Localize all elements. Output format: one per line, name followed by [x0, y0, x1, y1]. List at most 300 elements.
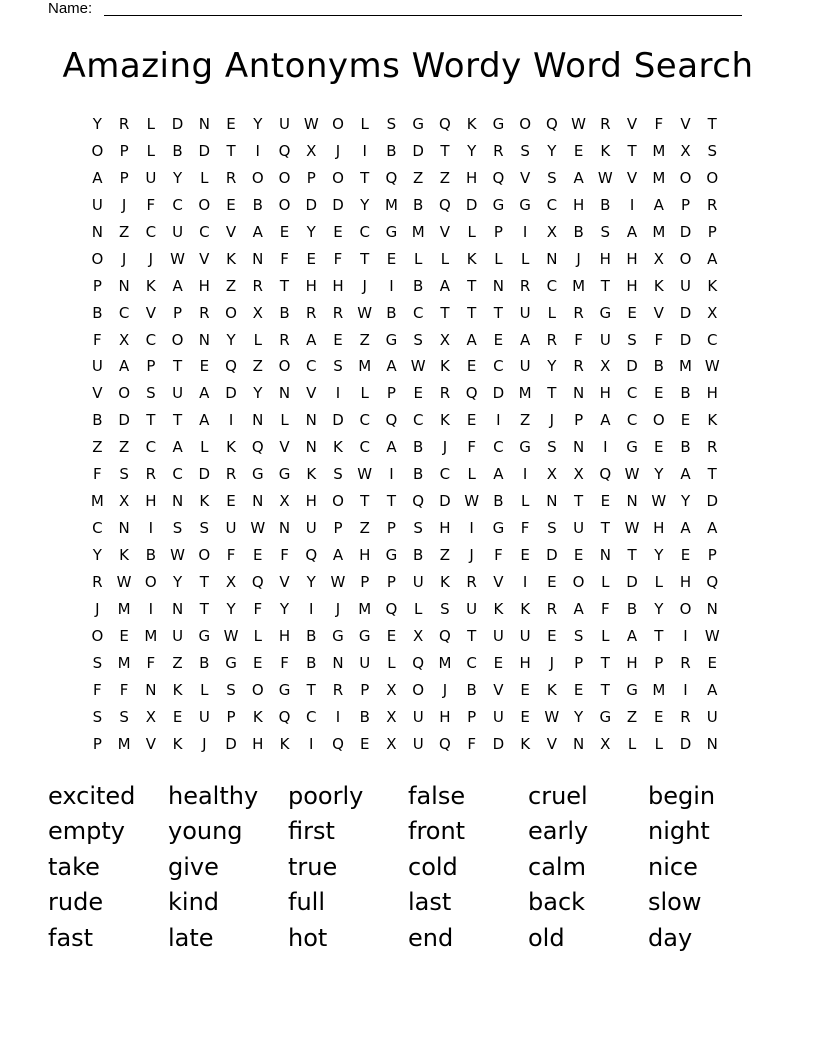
grid-letter: V: [145, 303, 156, 322]
grid-letter: A: [466, 330, 477, 349]
grid-letter: D: [198, 465, 211, 484]
grid-letter: N: [305, 411, 317, 430]
grid-letter: U: [225, 519, 237, 538]
grid-letter: I: [469, 519, 474, 538]
word-list: [48, 780, 768, 957]
grid-letter: O: [91, 626, 104, 645]
grid-letter: D: [332, 411, 344, 430]
grid-letter: B: [279, 303, 290, 322]
grid-letter: Q: [412, 653, 425, 672]
grid-letter: G: [198, 626, 211, 645]
grid-letter: R: [92, 572, 103, 591]
grid-letter: P: [306, 168, 316, 187]
grid-letter: X: [386, 680, 397, 699]
grid-letter: A: [600, 411, 611, 430]
grid-letter: Z: [172, 653, 183, 672]
word-list-item: fast: [48, 923, 94, 952]
grid-letter: G: [278, 680, 291, 699]
grid-letter: M: [652, 680, 666, 699]
grid-letter: P: [574, 411, 584, 430]
grid-letter: G: [412, 115, 424, 133]
grid-letter: V: [145, 734, 156, 753]
grid-letter: K: [466, 115, 477, 133]
grid-letter: K: [493, 599, 504, 618]
grid-letter: E: [386, 249, 397, 268]
grid-letter: P: [386, 384, 396, 403]
grid-letter: O: [332, 168, 344, 187]
grid-letter: V: [493, 680, 504, 699]
grid-letter: K: [546, 680, 557, 699]
grid-letter: I: [629, 195, 635, 214]
grid-letter: T: [547, 384, 557, 403]
grid-letter: O: [198, 546, 211, 564]
grid-letter: L: [360, 384, 369, 403]
word-list-item: day: [648, 923, 693, 952]
grid-letter: E: [493, 330, 504, 349]
grid-letter: C: [412, 303, 424, 322]
grid-letter: Q: [225, 357, 237, 376]
grid-letter: E: [226, 492, 236, 511]
grid-letter: B: [466, 680, 477, 699]
grid-letter: J: [335, 599, 341, 618]
grid-letter: Z: [359, 330, 370, 349]
grid-letter: Q: [332, 734, 344, 753]
grid-letter: W: [464, 492, 480, 511]
grid-letter: T: [654, 626, 664, 645]
grid-letter: H: [599, 384, 611, 403]
grid-letter: E: [627, 303, 637, 322]
grid-letter: Z: [626, 707, 638, 726]
grid-letter: Z: [359, 519, 370, 538]
grid-letter: K: [279, 734, 290, 753]
grid-letter: Q: [385, 411, 398, 430]
grid-letter: C: [546, 276, 558, 295]
grid-letter: Q: [545, 115, 558, 133]
grid-letter: X: [653, 249, 664, 268]
grid-letter: B: [413, 546, 424, 564]
grid-letter: P: [467, 707, 477, 726]
grid-letter: K: [145, 276, 156, 295]
grid-letter: V: [546, 734, 557, 753]
name-line: [104, 15, 742, 16]
grid-letter: C: [466, 653, 477, 672]
grid-letter: D: [332, 195, 344, 214]
grid-letter: K: [226, 249, 236, 268]
grid-letter: S: [573, 626, 584, 645]
grid-letter: Y: [226, 330, 236, 349]
grid-letter: U: [279, 115, 290, 133]
grid-letter: N: [572, 384, 585, 403]
grid-letter: S: [547, 519, 557, 538]
grid-letter: I: [522, 572, 528, 591]
grid-letter: I: [335, 384, 341, 403]
grid-letter: P: [386, 572, 396, 591]
grid-letter: W: [624, 465, 640, 484]
grid-letter: G: [225, 653, 237, 672]
grid-letter: C: [546, 195, 558, 214]
grid-letter: U: [519, 303, 531, 322]
grid-letter: T: [360, 492, 370, 511]
grid-letter: S: [440, 599, 450, 618]
grid-letter: A: [172, 276, 183, 295]
grid-letter: H: [466, 168, 478, 187]
grid-letter: W: [116, 572, 132, 591]
grid-letter: E: [654, 384, 664, 403]
word-list-item: give: [168, 852, 219, 881]
grid-letter: R: [680, 707, 691, 726]
grid-letter: P: [146, 357, 156, 376]
grid-letter: U: [145, 168, 157, 187]
grid-letter: N: [332, 653, 344, 672]
grid-letter: J: [202, 734, 207, 753]
grid-letter: U: [519, 357, 531, 376]
grid-letter: Q: [439, 115, 451, 133]
grid-letter: X: [279, 492, 290, 511]
grid-letter: B: [600, 195, 611, 214]
grid-letter: Q: [706, 572, 719, 591]
grid-letter: L: [146, 141, 156, 160]
grid-letter: O: [251, 168, 264, 187]
grid-letter: A: [519, 330, 531, 349]
grid-letter: P: [119, 168, 129, 187]
grid-letter: V: [225, 222, 237, 241]
grid-letter: O: [332, 492, 344, 511]
grid-letter: E: [573, 546, 584, 564]
grid-letter: C: [145, 222, 157, 241]
grid-letter: D: [679, 303, 692, 322]
grid-letter: Q: [305, 546, 318, 564]
word-list-item: hot: [288, 923, 328, 952]
grid-letter: R: [466, 572, 477, 591]
grid-letter: D: [626, 357, 638, 376]
grid-letter: Y: [680, 492, 691, 511]
grid-letter: R: [439, 384, 451, 403]
grid-letter: E: [119, 626, 129, 645]
grid-letter: D: [118, 411, 130, 430]
grid-letter: T: [600, 519, 610, 538]
grid-letter: F: [93, 465, 102, 484]
grid-letter: E: [279, 222, 290, 241]
grid-letter: O: [519, 115, 532, 133]
grid-letter: V: [279, 438, 290, 457]
grid-letter: S: [172, 519, 183, 538]
grid-letter: H: [252, 734, 264, 753]
grid-letter: H: [572, 195, 585, 214]
grid-letter: T: [600, 680, 610, 699]
grid-letter: R: [332, 680, 344, 699]
grid-letter: R: [199, 303, 210, 322]
grid-letter: U: [172, 222, 184, 241]
grid-letter: G: [492, 115, 505, 133]
grid-letter: A: [653, 195, 664, 214]
grid-letter: N: [572, 734, 585, 753]
grid-letter: I: [522, 222, 528, 241]
grid-letter: M: [652, 222, 666, 241]
grid-letter: F: [654, 115, 664, 133]
grid-letter: D: [706, 492, 719, 511]
word-list-item: full: [288, 888, 325, 917]
grid-letter: T: [360, 168, 370, 187]
grid-letter: N: [91, 222, 103, 241]
grid-letter: X: [118, 330, 130, 349]
word-list-item: excited: [48, 782, 136, 810]
word-list-item: kind: [168, 888, 220, 917]
grid-letter: I: [309, 599, 314, 618]
grid-letter: P: [360, 572, 370, 591]
grid-letter: Y: [92, 115, 102, 133]
grid-letter: X: [707, 303, 718, 322]
grid-letter: Z: [439, 546, 451, 564]
grid-letter: Q: [439, 195, 451, 214]
grid-letter: C: [707, 330, 718, 349]
grid-letter: B: [386, 141, 397, 160]
grid-letter: N: [198, 115, 210, 133]
grid-letter: K: [333, 438, 343, 457]
grid-letter: J: [95, 599, 100, 618]
grid-letter: C: [626, 411, 638, 430]
grid-letter: E: [493, 653, 504, 672]
grid-letter: Y: [467, 141, 477, 160]
grid-letter: U: [706, 707, 718, 726]
grid-letter: U: [599, 330, 611, 349]
grid-letter: H: [332, 276, 344, 295]
grid-letter: G: [385, 222, 398, 241]
grid-letter: I: [148, 519, 154, 538]
grid-letter: L: [520, 249, 530, 268]
grid-letter: V: [439, 222, 451, 241]
grid-letter: C: [359, 222, 370, 241]
grid-letter: L: [360, 115, 369, 133]
grid-letter: P: [386, 519, 396, 538]
grid-letter: H: [198, 276, 210, 295]
grid-letter: P: [173, 303, 183, 322]
word-list-item: begin: [648, 782, 716, 810]
grid-letter: F: [280, 249, 289, 268]
grid-letter: S: [413, 519, 423, 538]
grid-letter: R: [332, 303, 344, 322]
grid-letter: X: [386, 707, 397, 726]
grid-letter: C: [493, 438, 504, 457]
grid-letter: Y: [654, 546, 664, 564]
grid-letter: X: [386, 734, 397, 753]
grid-letter: B: [199, 653, 210, 672]
grid-letter: T: [172, 357, 183, 376]
grid-letter: R: [546, 599, 558, 618]
grid-letter: O: [91, 141, 104, 160]
grid-letter: R: [573, 303, 584, 322]
grid-letter: P: [119, 141, 129, 160]
grid-letter: O: [679, 249, 692, 268]
grid-letter: U: [198, 707, 210, 726]
grid-letter: L: [414, 249, 423, 268]
grid-letter: D: [546, 546, 558, 564]
grid-letter: D: [171, 115, 184, 133]
grid-letter: G: [332, 626, 344, 645]
grid-letter: O: [278, 357, 291, 376]
grid-letter: T: [600, 653, 610, 672]
grid-letter: W: [651, 492, 667, 511]
grid-letter: N: [626, 492, 638, 511]
grid-letter: X: [306, 141, 317, 160]
grid-letter: C: [92, 519, 103, 538]
grid-letter: E: [199, 357, 210, 376]
grid-letter: N: [118, 276, 130, 295]
grid-letter: P: [707, 222, 717, 241]
word-list-item: take: [48, 852, 100, 881]
grid-letter: O: [572, 572, 585, 591]
grid-letter: P: [493, 222, 503, 241]
grid-letter: M: [679, 357, 692, 376]
grid-letter: H: [305, 276, 317, 295]
grid-letter: M: [652, 141, 666, 160]
grid-letter: N: [706, 599, 718, 618]
grid-letter: B: [413, 438, 424, 457]
grid-letter: R: [145, 465, 157, 484]
grid-letter: E: [520, 546, 530, 564]
grid-letter: O: [118, 384, 130, 403]
grid-letter: N: [278, 384, 291, 403]
grid-letter: K: [439, 572, 450, 591]
grid-letter: M: [384, 195, 398, 214]
grid-letter: V: [92, 384, 103, 403]
grid-letter: F: [146, 195, 156, 214]
grid-letter: U: [466, 599, 478, 618]
grid-letter: A: [199, 411, 210, 430]
grid-letter: N: [546, 249, 558, 268]
grid-letter: S: [226, 680, 236, 699]
grid-letter: H: [599, 249, 611, 268]
grid-letter: A: [680, 465, 691, 484]
grid-letter: B: [145, 546, 156, 564]
grid-letter: B: [306, 626, 317, 645]
word-list-item: late: [168, 923, 214, 952]
grid-letter: K: [520, 599, 531, 618]
grid-letter: T: [493, 303, 503, 322]
grid-letter: F: [146, 653, 156, 672]
letter-grid: [84, 114, 726, 761]
grid-letter: A: [626, 626, 638, 645]
grid-letter: E: [680, 411, 691, 430]
grid-letter: T: [707, 465, 717, 484]
grid-letter: D: [626, 572, 638, 591]
grid-letter: S: [199, 519, 210, 538]
grid-letter: G: [492, 519, 505, 538]
grid-letter: G: [492, 195, 505, 214]
grid-letter: H: [626, 276, 638, 295]
grid-letter: I: [228, 411, 234, 430]
grid-letter: Q: [278, 707, 291, 726]
grid-letter: E: [386, 626, 397, 645]
word-list-item: calm: [528, 852, 586, 881]
grid-letter: E: [466, 411, 477, 430]
grid-letter: I: [335, 707, 341, 726]
grid-letter: I: [362, 141, 367, 160]
grid-letter: P: [360, 680, 370, 699]
grid-letter: F: [520, 519, 530, 538]
grid-letter: N: [118, 519, 130, 538]
grid-letter: Y: [306, 222, 316, 241]
grid-letter: X: [413, 626, 424, 645]
grid-letter: N: [171, 599, 184, 618]
grid-letter: W: [357, 465, 373, 484]
grid-letter: G: [599, 303, 612, 322]
grid-letter: K: [119, 546, 130, 564]
grid-letter: N: [145, 680, 157, 699]
grid-letter: N: [599, 546, 611, 564]
grid-letter: E: [520, 680, 530, 699]
grid-letter: F: [467, 438, 476, 457]
grid-letter: B: [413, 465, 424, 484]
grid-letter: Z: [118, 438, 130, 457]
grid-letter: R: [118, 115, 130, 133]
grid-letter: P: [681, 195, 691, 214]
grid-letter: I: [309, 734, 314, 753]
grid-letter: A: [707, 249, 718, 268]
grid-letter: Y: [226, 599, 236, 618]
grid-letter: T: [360, 249, 370, 268]
grid-letter: C: [306, 707, 317, 726]
grid-letter: R: [600, 115, 611, 133]
grid-letter: K: [439, 357, 450, 376]
grid-letter: K: [226, 438, 236, 457]
grid-letter: Y: [547, 357, 557, 376]
grid-letter: J: [442, 438, 448, 457]
grid-letter: L: [601, 572, 610, 591]
name-field: [48, 0, 748, 18]
grid-letter: Y: [253, 384, 263, 403]
grid-letter: S: [627, 330, 637, 349]
grid-letter: S: [92, 653, 103, 672]
grid-letter: T: [627, 546, 637, 564]
grid-letter: S: [413, 330, 423, 349]
grid-letter: G: [626, 680, 638, 699]
grid-letter: F: [93, 680, 102, 699]
grid-letter: K: [252, 707, 263, 726]
grid-letter: G: [519, 195, 531, 214]
word-list-item: last: [408, 888, 452, 917]
grid-letter: G: [385, 330, 398, 349]
grid-letter: N: [198, 330, 210, 349]
grid-letter: H: [278, 626, 291, 645]
grid-letter: M: [518, 384, 532, 403]
grid-letter: P: [226, 707, 236, 726]
grid-letter: U: [305, 519, 317, 538]
grid-letter: E: [333, 222, 343, 241]
grid-letter: I: [389, 465, 394, 484]
grid-letter: E: [654, 438, 664, 457]
grid-letter: O: [332, 115, 344, 133]
name-label: Name:: [48, 0, 93, 17]
grid-letter: M: [90, 492, 104, 511]
grid-letter: K: [172, 734, 183, 753]
grid-letter: O: [679, 168, 692, 187]
grid-letter: B: [306, 653, 317, 672]
grid-letter: F: [601, 599, 610, 618]
grid-letter: T: [226, 141, 236, 160]
grid-letter: Q: [278, 141, 291, 160]
word-list-item: early: [528, 817, 589, 846]
grid-letter: C: [493, 357, 504, 376]
grid-letter: U: [412, 572, 424, 591]
grid-letter: Z: [519, 411, 531, 430]
grid-letter: S: [333, 465, 343, 484]
grid-letter: Q: [439, 626, 451, 645]
grid-letter: F: [333, 249, 343, 268]
grid-letter: W: [597, 168, 613, 187]
grid-letter: C: [199, 222, 210, 241]
grid-letter: F: [574, 330, 583, 349]
grid-letter: P: [574, 653, 584, 672]
